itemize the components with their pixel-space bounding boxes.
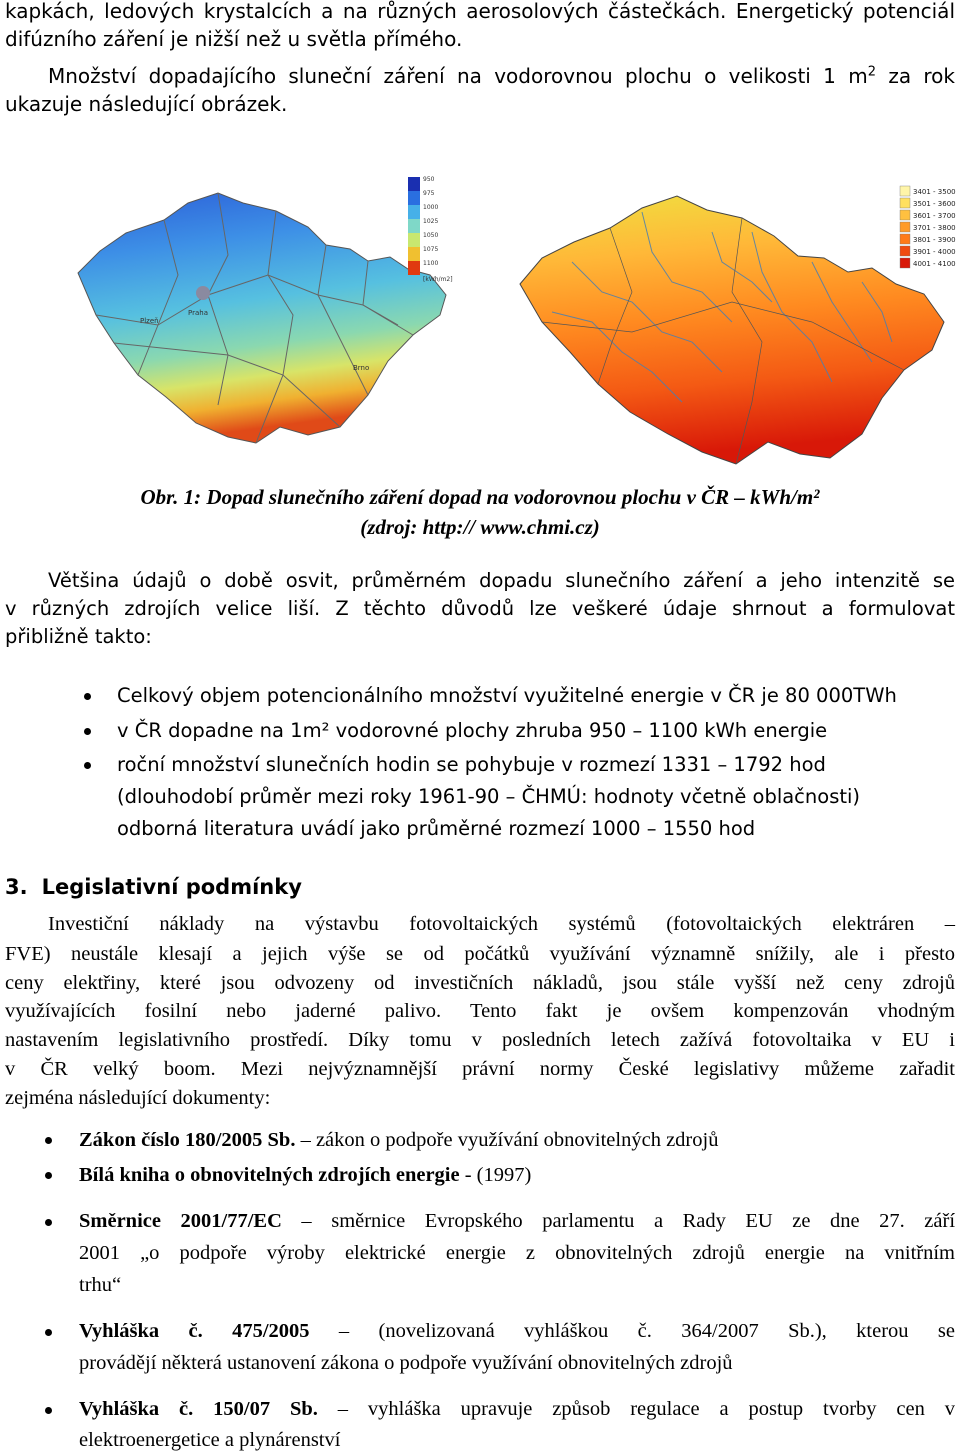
left-map-city-label-1: Plzeň bbox=[140, 317, 159, 325]
section-number: 3. bbox=[5, 875, 28, 899]
docs-bullet-2 bbox=[45, 1219, 52, 1226]
figure-caption-line-1: Obr. 1: Dopad slunečního záření dopad na vodorovnou plochu v ČR – kWh/m² bbox=[140, 485, 820, 509]
docs-item-0: Zákon číslo 180/2005 Sb. – zákon o podpoře využívání obnovitelných zdrojů bbox=[79, 1129, 719, 1151]
intro-line-4: ukazuje následující obrázek. bbox=[5, 92, 288, 116]
docs-bullet-3 bbox=[45, 1329, 52, 1336]
list1-item-0: Celkový objem potencionálního množství využitelné energie v ČR je 80 000TWh bbox=[117, 684, 897, 707]
left-legend-label-1: 975 bbox=[423, 190, 435, 197]
para2-line-6: zejména následující dokumenty: bbox=[5, 1087, 271, 1109]
intro-line-2: difúzního záření je nižší než u světla přímého. bbox=[5, 27, 463, 51]
docs-item-2-cont-1: trhu“ bbox=[79, 1274, 122, 1296]
list1-bullet-0 bbox=[84, 693, 91, 700]
left-map-city-label-0: Praha bbox=[188, 309, 208, 317]
section-heading bbox=[5, 872, 302, 902]
left-legend-label-4: 1050 bbox=[423, 232, 439, 239]
left-irradiation-map bbox=[68, 165, 484, 463]
right-map-country-shape bbox=[520, 196, 944, 464]
para2-line-1: FVE) neustále klesají a jejich výše se od počátků využívání významně snížily, ale i přesto bbox=[5, 943, 955, 965]
section-title: Legislativní podmínky bbox=[41, 875, 302, 899]
list1-item-3: (dlouhodobí průměr mezi roky 1961-90 – ČHMÚ: hodnoty včetně oblačnosti) bbox=[117, 785, 861, 808]
para1-line-2: v různých zdrojích velice liší. Z těchto důvodů lze veškeré údaje shrnout a formulovat bbox=[5, 597, 955, 620]
right-legend-label-1: 3501 - 3600 bbox=[913, 200, 956, 208]
prague-marker bbox=[196, 286, 210, 300]
docs-bullet-0 bbox=[45, 1137, 52, 1144]
docs-item-1: Bílá kniha o obnovitelných zdrojích energie - (1997) bbox=[79, 1164, 532, 1186]
docs-bullet-1 bbox=[45, 1172, 52, 1179]
docs-item-2-cont-0: 2001 „o podpoře výroby elektrické energie z obnovitelných zdrojů energie na vnitřním bbox=[79, 1242, 955, 1264]
right-legend-label-3: 3701 - 3800 bbox=[913, 224, 956, 232]
docs-item-3-cont-0: provádějí některá ustanovení zákona o podpoře využívání obnovitelných zdrojů bbox=[79, 1352, 733, 1374]
figure-caption-line-2: (zdroj: http:// www.chmi.cz) bbox=[360, 515, 600, 539]
para2-line-3: využívajících fosilní nebo jaderné palivo. Tento fakt je ovšem kompenzován vhodným bbox=[5, 1000, 955, 1022]
docs-item-2: Směrnice 2001/77/EC – směrnice Evropského parlamentu a Rady EU ze dne 27. září bbox=[79, 1210, 956, 1232]
left-legend-label-0: 950 bbox=[423, 176, 435, 183]
left-legend-label-2: 1000 bbox=[423, 204, 439, 211]
right-legend-label-6: 4001 - 4100 bbox=[913, 260, 956, 268]
intro-line-1: kapkách, ledových krystalcích a na různých aerosolových částečkách. Energetický potenciál bbox=[5, 0, 955, 23]
list1-bullet-1 bbox=[84, 728, 91, 735]
para1-line-1: Většina údajů o době osvit, průměrném dopadu slunečního záření a jeho intenzitě se bbox=[48, 569, 955, 592]
right-irradiation-map bbox=[512, 172, 958, 470]
docs-item-4-cont-0: elektroenergetice a plynárenství bbox=[79, 1429, 341, 1451]
left-map-city-label-2: Brno bbox=[353, 364, 370, 372]
list1-item-1: v ČR dopadne na 1m² vodorovné plochy zhruba 950 – 1100 kWh energie bbox=[117, 719, 828, 742]
para2-line-0: Investiční náklady na výstavbu fotovoltaických systémů (fotovoltaických elektráren – bbox=[48, 913, 955, 935]
list1-item-2: roční množství slunečních hodin se pohybuje v rozmezí 1331 – 1792 hod bbox=[117, 753, 826, 776]
para2-line-5: v ČR velký boom. Mezi nejvýznamnější právní normy České legislativy můžeme zařadit bbox=[5, 1058, 955, 1080]
para1-line-3: přibližně takto: bbox=[5, 625, 152, 648]
left-legend-label-6: 1100 bbox=[423, 260, 439, 267]
intro-line-3: Množství dopadajícího sluneční záření na vodorovnou plochu o velikosti 1 $m^2$ za rok bbox=[48, 64, 955, 88]
para2-line-4: nastavením legislativního prostředí. Díky tomu v posledních letech zažívá fotovoltaika v EU i bbox=[5, 1029, 955, 1051]
docs-item-4: Vyhláška č. 150/07 Sb. – vyhláška upravuje způsob regulace a postup tvorby cen v bbox=[79, 1398, 956, 1420]
left-map-country-shape bbox=[78, 193, 446, 443]
para2-line-2: ceny elektřiny, které jsou odvozeny od investičních nákladů, jsou stále vyšší než ceny zdrojů bbox=[5, 972, 955, 994]
right-legend-label-2: 3601 - 3700 bbox=[913, 212, 956, 220]
list1-item-4: odborná literatura uvádí jako průměrné rozmezí 1000 – 1550 hod bbox=[117, 817, 756, 840]
right-legend-label-0: 3401 - 3500 bbox=[913, 188, 956, 196]
left-legend-unit: [kWh/m2] bbox=[423, 276, 453, 283]
left-map-legend bbox=[408, 176, 453, 283]
right-legend-label-5: 3901 - 4000 bbox=[913, 248, 956, 256]
docs-bullet-4 bbox=[45, 1407, 52, 1414]
list1-bullet-2 bbox=[84, 762, 91, 769]
right-legend-label-4: 3801 - 3900 bbox=[913, 236, 956, 244]
docs-item-3: Vyhláška č. 475/2005 – (novelizovaná vyhláškou č. 364/2007 Sb.), kterou se bbox=[79, 1320, 955, 1342]
left-legend-label-3: 1025 bbox=[423, 218, 439, 225]
right-map-legend bbox=[900, 186, 956, 268]
left-legend-label-5: 1075 bbox=[423, 246, 439, 253]
